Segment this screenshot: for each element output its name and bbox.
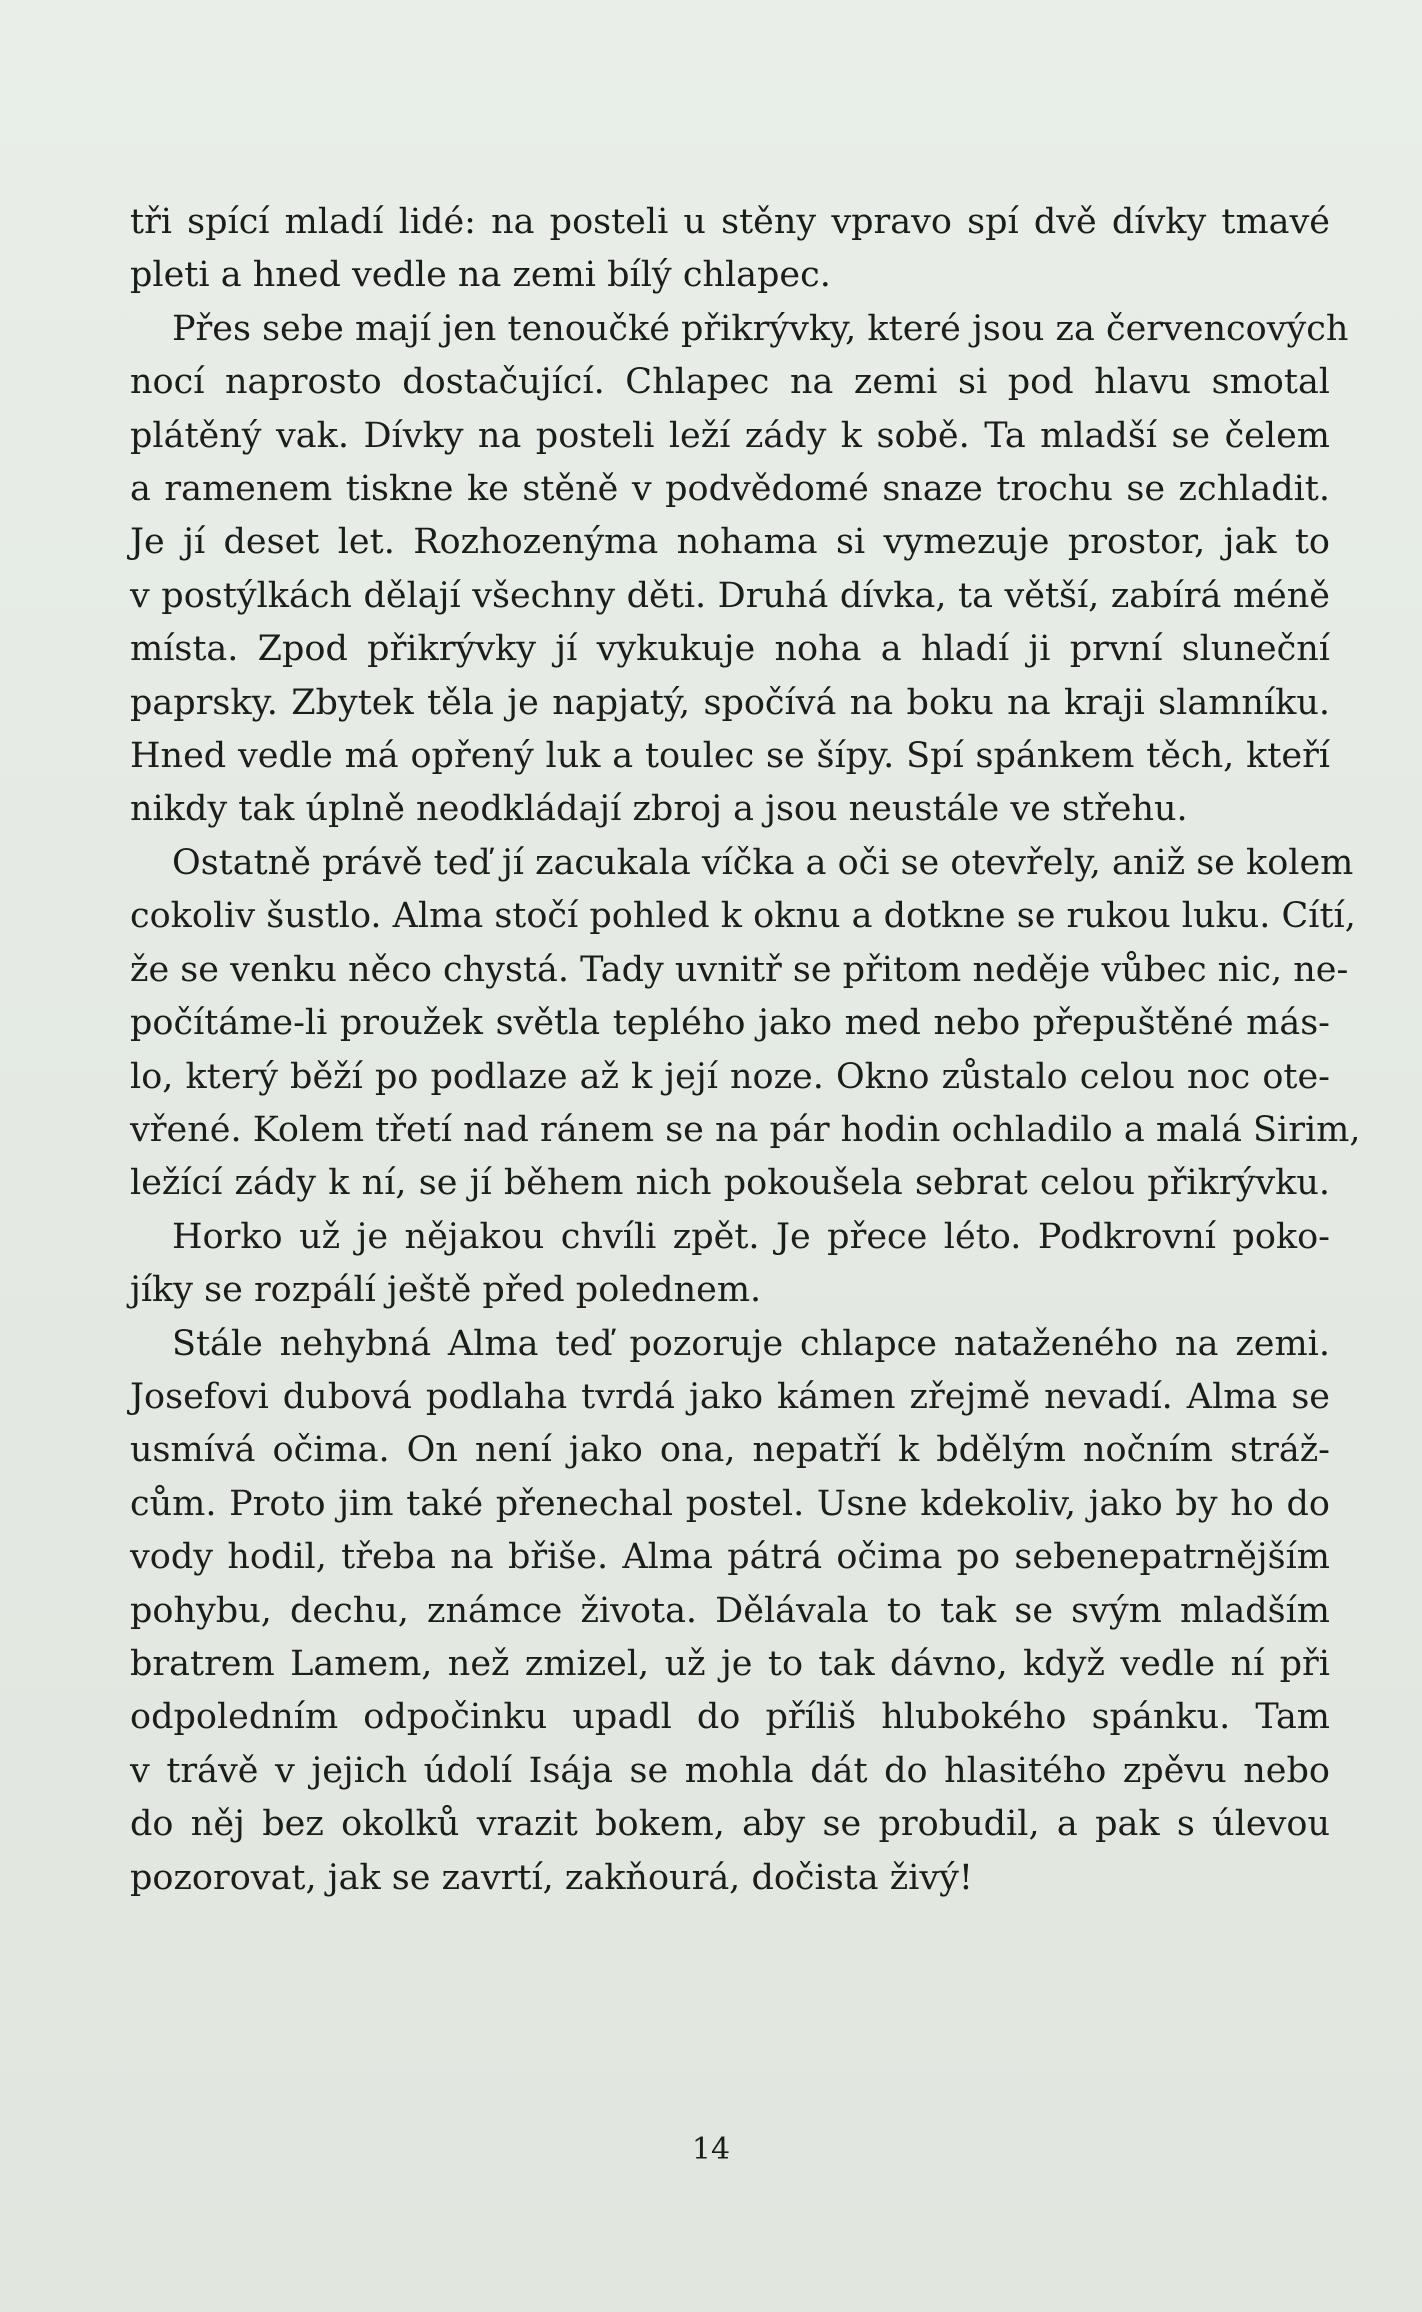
text-line: ležící zády k ní, se jí během nich pokoušela sebrat celou přikrývku. [130, 1163, 1330, 1204]
text-line: a ramenem tiskne ke stěně v podvědomé snaze trochu se zchladit. [130, 469, 1330, 510]
text-line: cům. Proto jim také přenechal postel. Usne kdekoliv, jako by ho do [130, 1483, 1330, 1524]
text-line: jíky se rozpálí ještě před polednem. [130, 1270, 762, 1311]
text-line: v postýlkách dělají všechny děti. Druhá dívka, ta větší, zabírá méně [130, 575, 1330, 616]
text-line: v trávě v jejich údolí Isája se mohla dát do hlasitého zpěvu nebo [130, 1750, 1330, 1791]
text-line: pleti a hned vedle na zemi bílý chlapec. [130, 255, 831, 296]
text-line: počítáme-li proužek světla teplého jako med nebo přepuštěné más- [130, 1003, 1330, 1044]
text-line: bratrem Lamem, než zmizel, už je to tak dávno, když vedle ní při [130, 1643, 1330, 1684]
text-line: Stále nehybná Alma teď pozoruje chlapce nataženého na zemi. [172, 1323, 1330, 1364]
text-line: plátěný vak. Dívky na posteli leží zády k sobě. Ta mladší se čelem [130, 415, 1330, 456]
text-line: usmívá očima. On není jako ona, nepatří k bdělým nočním stráž- [130, 1430, 1330, 1471]
text-line: Josefovi dubová podlaha tvrdá jako kámen zřejmě nevadí. Alma se [130, 1376, 1330, 1417]
page-number: 14 [691, 2132, 731, 2167]
text-line: cokoliv šustlo. Alma stočí pohled k oknu a dotkne se rukou luku. Cítí, [130, 896, 1356, 937]
text-line: Horko už je nějakou chvíli zpět. Je přece léto. Podkrovní poko- [172, 1216, 1330, 1257]
text-line: nikdy tak úplně neodkládají zbroj a jsou neustále ve střehu. [130, 789, 1188, 830]
text-line: Přes sebe mají jen tenoučké přikrývky, které jsou za červencových [172, 308, 1349, 349]
text-line: tři spící mladí lidé: na posteli u stěny vpravo spí dvě dívky tmavé [130, 202, 1330, 242]
text-line: lo, který běží po podlaze až k její noze. Okno zůstalo celou noc ote- [130, 1056, 1330, 1097]
text-line: Hned vedle má opřený luk a toulec se šípy. Spí spánkem těch, kteří [130, 736, 1330, 777]
text-line: pohybu, dechu, známce života. Dělávala to tak se svým mladším [130, 1590, 1330, 1631]
text-line: že se venku něco chystá. Tady uvnitř se přitom neděje vůbec nic, ne- [130, 949, 1349, 990]
text-line: vody hodil, třeba na břiše. Alma pátrá očima po sebenepatrnějším [130, 1537, 1330, 1578]
text-line: paprsky. Zbytek těla je napjatý, spočívá na boku na kraji slamníku. [130, 682, 1330, 723]
text-line: vřené. Kolem třetí nad ránem se na pár hodin ochladilo a malá Sirim, [130, 1109, 1361, 1150]
body-text [130, 196, 1361, 1905]
text-line: do něj bez okolků vrazit bokem, aby se probudil, a pak s úlevou [130, 1804, 1330, 1845]
text-line: odpoledním odpočinku upadl do příliš hlubokého spánku. Tam [130, 1697, 1330, 1738]
text-line: pozorovat, jak se zavrtí, zakňourá, dočista živý! [130, 1857, 973, 1898]
text-line: nocí naprosto dostačující. Chlapec na zemi si pod hlavu smotal [130, 362, 1330, 403]
text-line: místa. Zpod přikrývky jí vykukuje noha a hladí ji první sluneční [130, 629, 1330, 670]
text-line: Ostatně právě teď jí zacukala víčka a oči se otevřely, aniž se kolem [172, 842, 1354, 883]
text-line: Je jí deset let. Rozhozenýma nohama si vymezuje prostor, jak to [130, 522, 1330, 563]
